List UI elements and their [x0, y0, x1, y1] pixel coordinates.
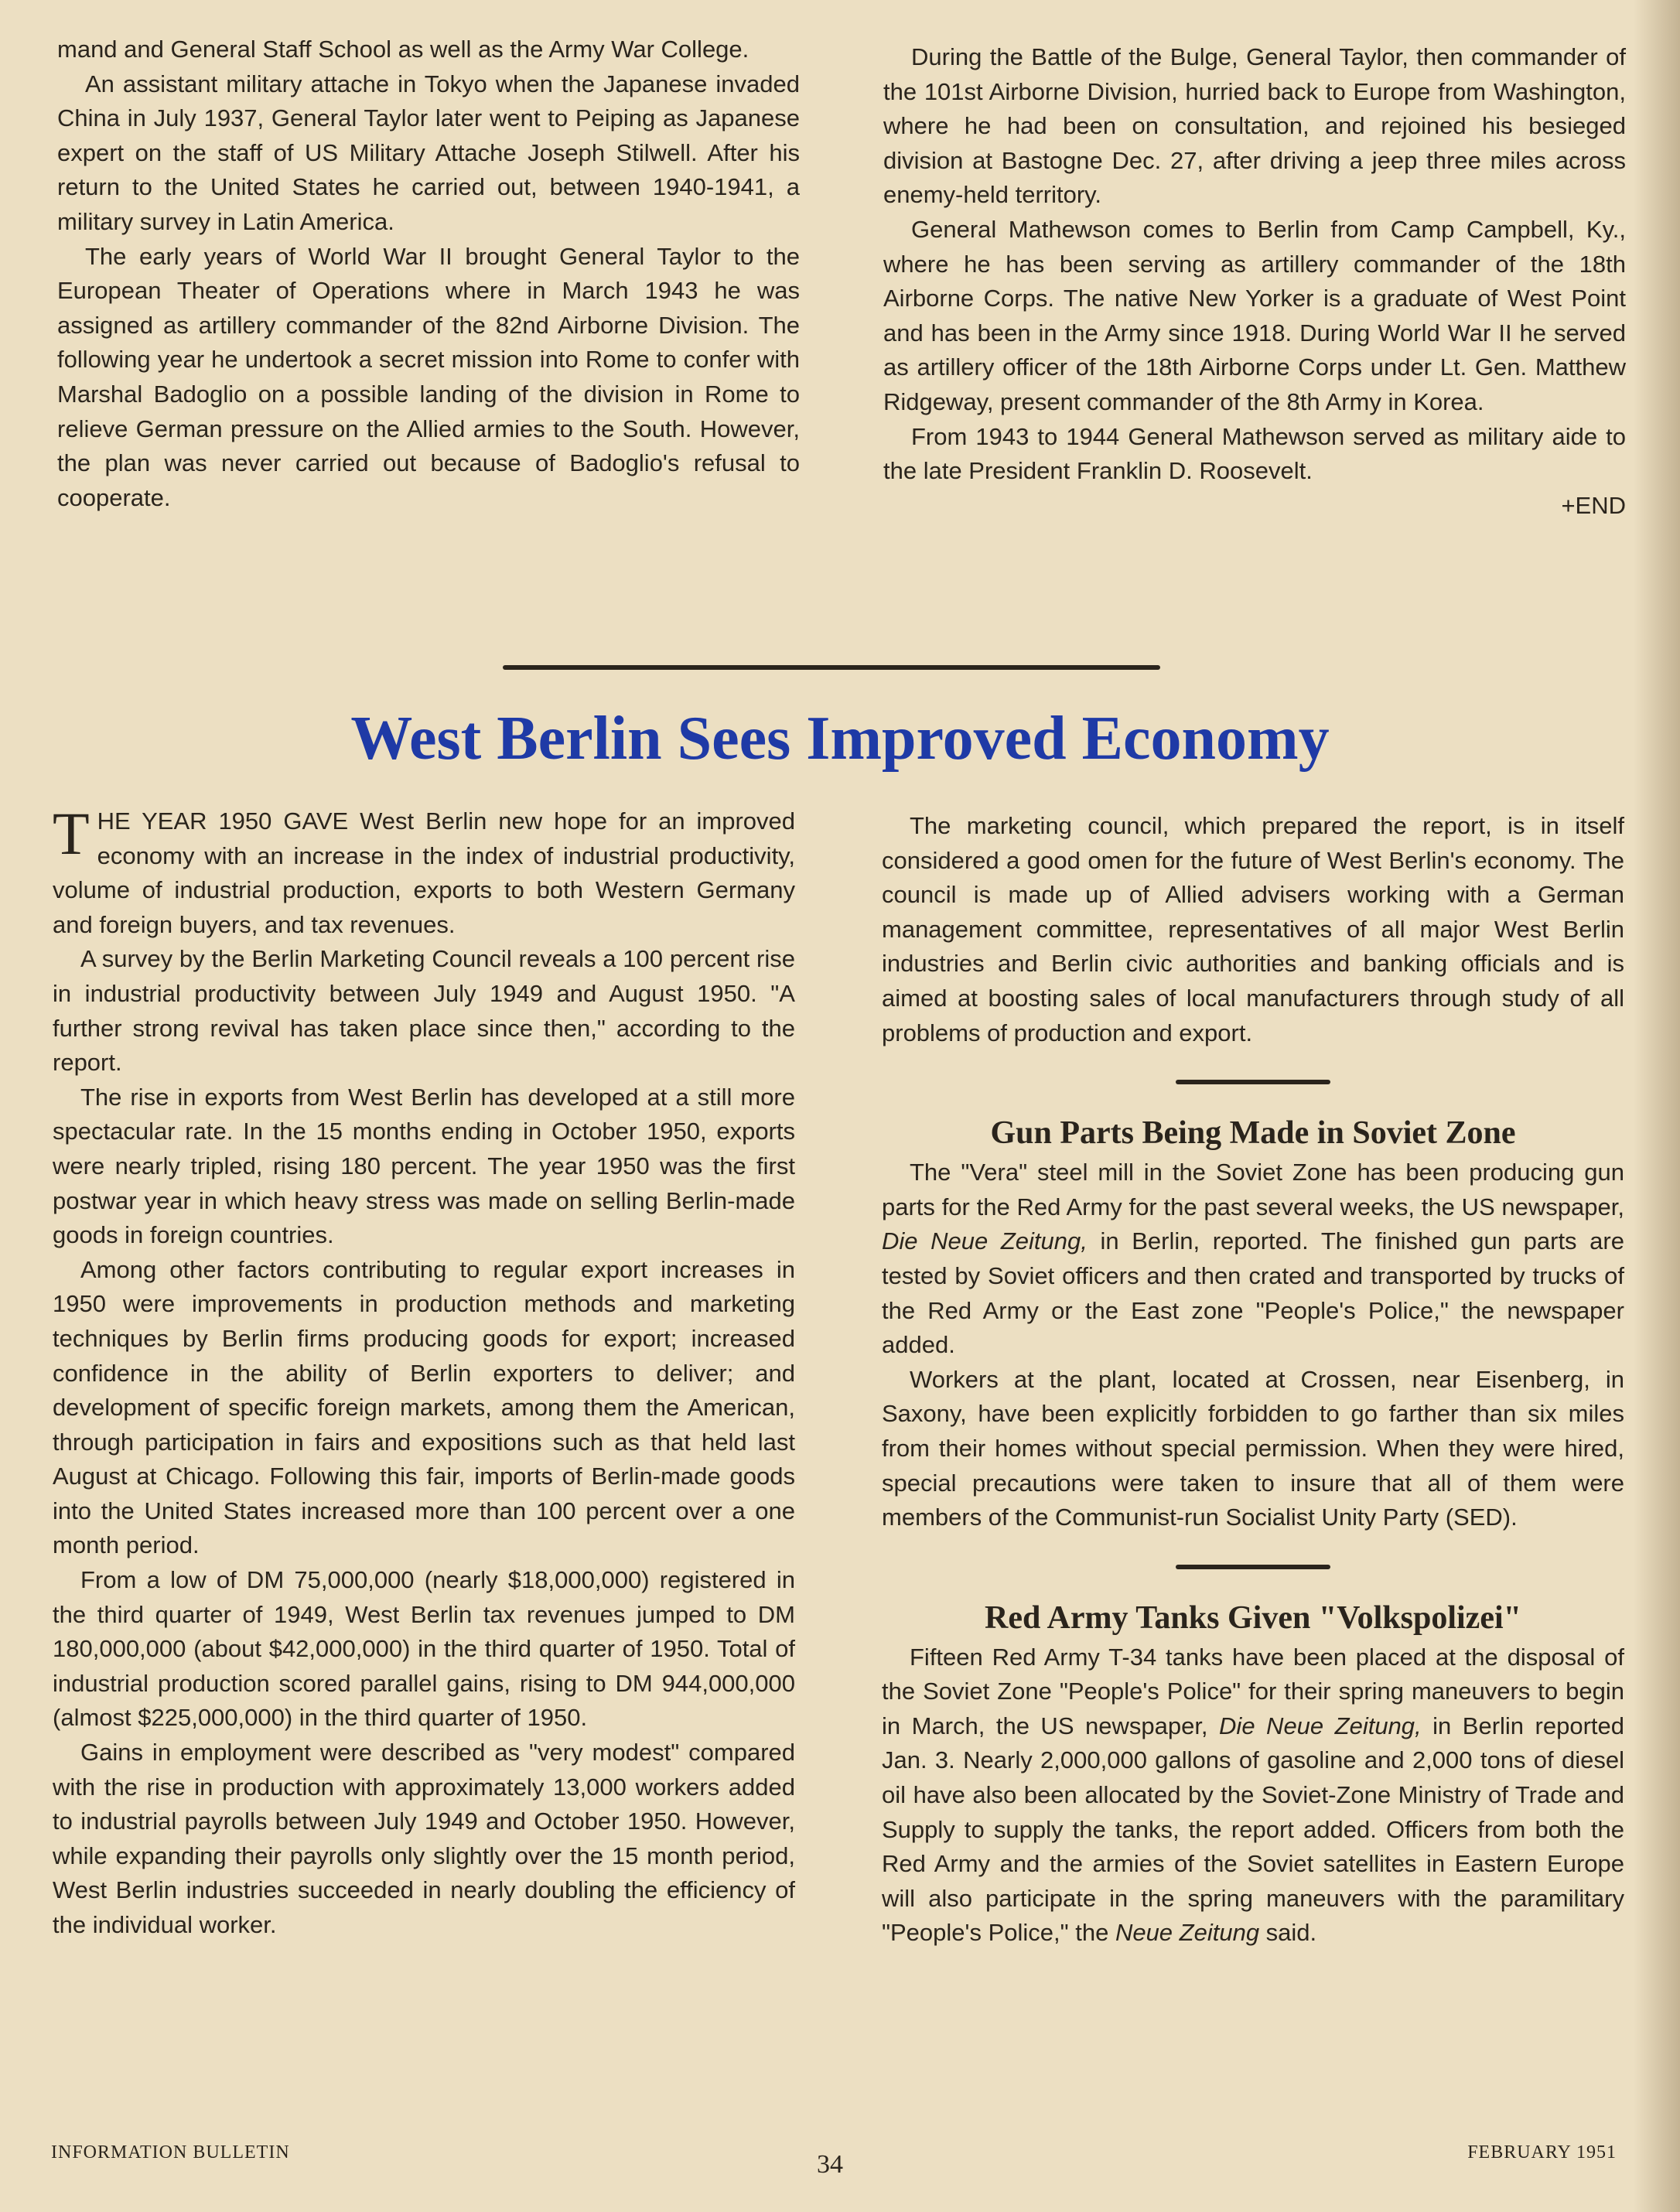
page-number: 34 — [817, 2150, 843, 2179]
body-paragraph: An assistant military attache in Tokyo when the Japanese invaded China in July 1937, General Taylor later went to Peiping as Japanese expert on the staff of US Military Attache Joseph Stilwell. After his return to the United States he carried out, between 1940-1941, a military survey in Latin America. — [57, 70, 800, 235]
body-paragraph: mand and General Staff School as well as the Army War College. — [57, 36, 750, 63]
body-paragraph: From 1943 to 1944 General Mathewson served as military aide to the late President Franklin D. Roosevelt. — [883, 422, 1626, 485]
body-paragraph: The "Vera" steel mill in the Soviet Zone has been producing gun parts for the Red Army for the past several weeks, the US newspaper, Die Neue Zeitung, in Berlin, reported. The finished gun parts are tested by Soviet officers and then crated and transported by trucks of the Red Army or the East zone "People's Police," the newspaper added. — [882, 1159, 1624, 1359]
economy-article-left-column — [53, 800, 795, 1943]
body-paragraph: A survey by the Berlin Marketing Council reveals a 100 percent rise in industrial productivity between July 1949 and August 1950. "A further strong revival has taken place since then," according to the report. — [53, 945, 795, 1077]
body-paragraph: General Mathewson comes to Berlin from Camp Campbell, Ky., where he has been serving as artillery commander of the 18th Airborne Corps. The native New Yorker is a graduate of West Point and has been in the Army since 1918. During World War II he served as artillery officer of the 18th Airborne Corps under Lt. Gen. Matthew Ridgeway, present commander of the 8th Army in Korea. — [883, 215, 1626, 415]
section-divider — [503, 665, 1160, 670]
body-paragraph: Among other factors contributing to regular export increases in 1950 were improvements in production methods and marketing techniques by Berlin firms producing goods for export; increased confidence in the ability of Berlin exporters to deliver; and development of specific foreign markets, among them the American, through participation in fairs and expositions such as that held last August at Chicago. Following this fair, imports of Berlin-made goods into the United States increased more than 100 percent over a one month period. — [53, 1255, 795, 1559]
taylor-article-continued — [57, 32, 800, 515]
drop-cap: T — [53, 800, 90, 867]
section-divider — [1176, 1080, 1330, 1084]
publication-name: INFORMATION BULLETIN — [51, 2142, 290, 2163]
body-paragraph: Gains in employment were described as "very modest" compared with the rise in production with approximately 13,000 workers added to industrial payrolls between July 1949 and October 1950. However, while expanding their payrolls only slightly over the 15 month period, West Berlin industries succeeded in nearly doubling the efficiency of the individual worker. — [53, 1739, 795, 1938]
body-paragraph: During the Battle of the Bulge, General Taylor, then commander of the 101st Airborne Division, hurried back to Europe from Washington, where he had been on consultation, and rejoined his besieged division at Bastogne Dec. 27, after driving a jeep three miles across enemy-held territory. — [883, 43, 1626, 209]
end-mark: +END — [1561, 491, 1626, 519]
taylor-article-right-column — [883, 40, 1626, 523]
issue-date: FEBRUARY 1951 — [1467, 2142, 1617, 2163]
page-edge-shadow — [1634, 0, 1680, 2212]
body-paragraph: The marketing council, which prepared the report, is in itself considered a good omen for the future of West Berlin's economy. The council is made up of Allied advisers working with a German management committee, representatives of all major West Berlin industries and Berlin civic authorities and banking officials and is aimed at boosting sales of local manufacturers through study of all problems of production and export. — [882, 812, 1624, 1046]
body-paragraph: The early years of World War II brought General Taylor to the European Theater of Operations where in March 1943 he was assigned as artillery commander of the 82nd Airborne Division. The following year he undertook a secret mission into Rome to confer with Marshal Badoglio on a possible landing of the division in Rome to relieve German pressure on the Allied armies to the South. However, the plan was never carried out because of Badoglio's refusal to cooperate. — [57, 242, 800, 511]
section-divider — [1176, 1565, 1330, 1569]
lead-paragraph: THE YEAR 1950 GAVE West Berlin new hope for an improved economy with an increase in the index of industrial productivity, volume of industrial production, exports to both Western Germany and foreign buyers, and tax revenues. — [53, 800, 795, 938]
body-paragraph: The rise in exports from West Berlin has developed at a still more spectacular rate. In the 15 months ending in October 1950, exports were nearly tripled, rising 180 percent. The year 1950 was the first postwar year in which heavy stress was made on selling Berlin-made goods in foreign countries. — [53, 1083, 795, 1249]
body-paragraph: Workers at the plant, located at Crossen, near Eisenberg, in Saxony, have been explicitly forbidden to go farther than six miles from their homes without special permission. When they were hired, special precautions were taken to insure that all of them were members of the Communist-run Socialist Unity Party (SED). — [882, 1365, 1624, 1531]
body-paragraph: From a low of DM 75,000,000 (nearly $18,000,000) registered in the third quarter of 1949, West Berlin tax revenues jumped to DM 180,000,000 (about $42,000,000) in the third quarter of 1950. Total of industrial production scored parallel gains, rising to DM 944,000,000 (almost $225,000,000) in the third quarter of 1950. — [53, 1566, 795, 1732]
article-headline: West Berlin Sees Improved Economy — [350, 705, 1330, 773]
economy-article-right-column — [882, 809, 1624, 1951]
body-paragraph: Fifteen Red Army T-34 tanks have been placed at the disposal of the Soviet Zone "People's Police" for their spring maneuvers to begin in March, the US newspaper, Die Neue Zeitung, in Berlin reported Jan. 3. Nearly 2,000,000 gallons of gasoline and 2,000 tons of diesel oil have also been allocated by the Soviet-Zone Ministry of Trade and Supply to supply the tanks, the report added. Officers from both the Red Army and the armies of the Soviet satellites in Eastern Europe will also participate in the spring maneuvers with the paramilitary "People's Police," the Neue Zeitung said. — [882, 1643, 1624, 1947]
gun-parts-headline: Gun Parts Being Made in Soviet Zone — [990, 1115, 1516, 1152]
tanks-headline: Red Army Tanks Given "Volkspolizei" — [985, 1599, 1521, 1636]
